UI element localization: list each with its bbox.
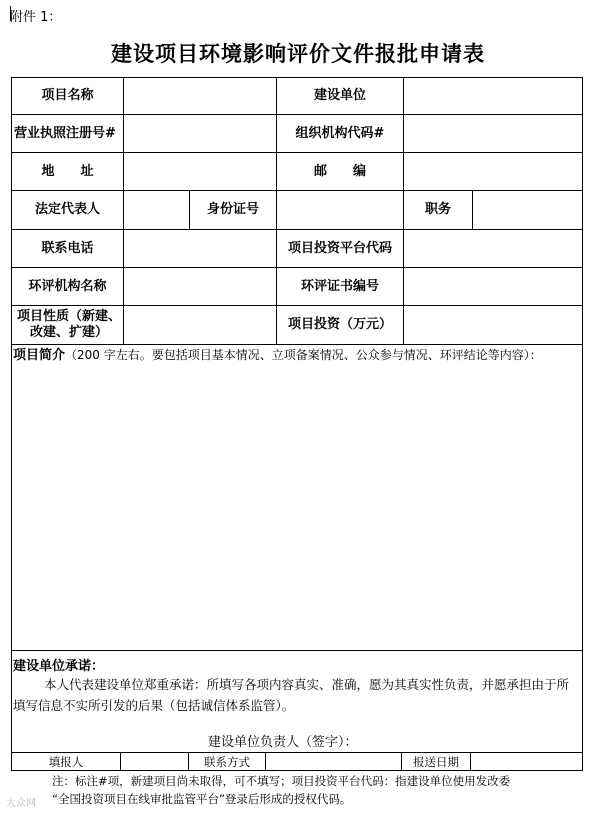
form-title: 建设项目环境影响评价文件报批申请表 xyxy=(111,42,485,66)
field-phone[interactable] xyxy=(124,230,276,267)
field-contact[interactable] xyxy=(266,753,401,770)
label-eia-org: 环评机构名称 xyxy=(28,278,107,294)
field-address[interactable] xyxy=(124,153,276,190)
signature-label: 建设单位负责人（签字）： xyxy=(208,735,358,750)
label-id-no: 身份证号 xyxy=(206,202,259,217)
label-contact: 联系方式 xyxy=(204,754,250,769)
label-investment: 项目投资（万元） xyxy=(287,317,392,332)
label-builder: 建设单位 xyxy=(313,88,366,103)
field-eia-org[interactable] xyxy=(124,268,276,305)
label-nature: 项目性质（新建、改建、扩建） xyxy=(16,309,121,340)
field-investment[interactable] xyxy=(404,306,582,344)
label-cert-no: 环评证书编号 xyxy=(300,278,379,294)
label-platform-code: 项目投资平台代码 xyxy=(287,240,392,256)
field-project-name[interactable] xyxy=(124,78,276,114)
field-legal-rep[interactable] xyxy=(124,191,189,229)
note-line-1: 注：标注#项，新建项目尚未取得，可不填写；项目投资平台代码：指建设单位使用发改委 xyxy=(52,774,511,788)
promise-title: 建设单位承诺： xyxy=(13,659,105,674)
watermark: 大众网 xyxy=(6,798,36,809)
field-org-code[interactable] xyxy=(404,115,582,152)
label-position: 职务 xyxy=(424,202,451,217)
field-license-no[interactable] xyxy=(124,115,276,152)
intro-hint: （200 字左右。要包括项目基本情况、立项备案情况、公众参与情况、环评结论等内容）： xyxy=(65,348,542,362)
note-line-2: “全国投资项目在线审批监管平台”登录后形成的授权代码。 xyxy=(52,792,352,806)
field-filler[interactable] xyxy=(121,753,188,770)
label-org-code: 组织机构代码# xyxy=(295,125,385,141)
promise-body: 本人代表建设单位郑重承诺：所填写各项内容真实、准确，愿为其真实性负责，并愿承担由于所填写信息不实所引发的后果（包括诚信体系监管）。 xyxy=(13,677,570,713)
field-platform-code[interactable] xyxy=(404,230,582,267)
field-cert-no[interactable] xyxy=(404,268,582,305)
attachment-label: 附件 1： xyxy=(10,10,62,25)
field-position[interactable] xyxy=(473,191,582,229)
label-postcode: 邮 编 xyxy=(313,163,366,179)
field-date[interactable] xyxy=(471,753,582,770)
field-postcode[interactable] xyxy=(404,153,582,190)
label-filler: 填报人 xyxy=(48,754,84,769)
label-address: 地 址 xyxy=(41,163,94,179)
label-phone: 联系电话 xyxy=(41,240,94,256)
label-legal-rep: 法定代表人 xyxy=(34,202,100,217)
label-project-name: 项目名称 xyxy=(41,88,94,103)
intro-label: 项目简介 xyxy=(13,348,66,363)
label-license-no: 营业执照注册号# xyxy=(14,125,116,141)
field-id-no[interactable] xyxy=(277,191,403,229)
label-date: 报送日期 xyxy=(413,754,459,769)
field-builder[interactable] xyxy=(404,78,582,114)
intro-section[interactable] xyxy=(13,347,581,364)
field-nature[interactable] xyxy=(124,306,276,344)
